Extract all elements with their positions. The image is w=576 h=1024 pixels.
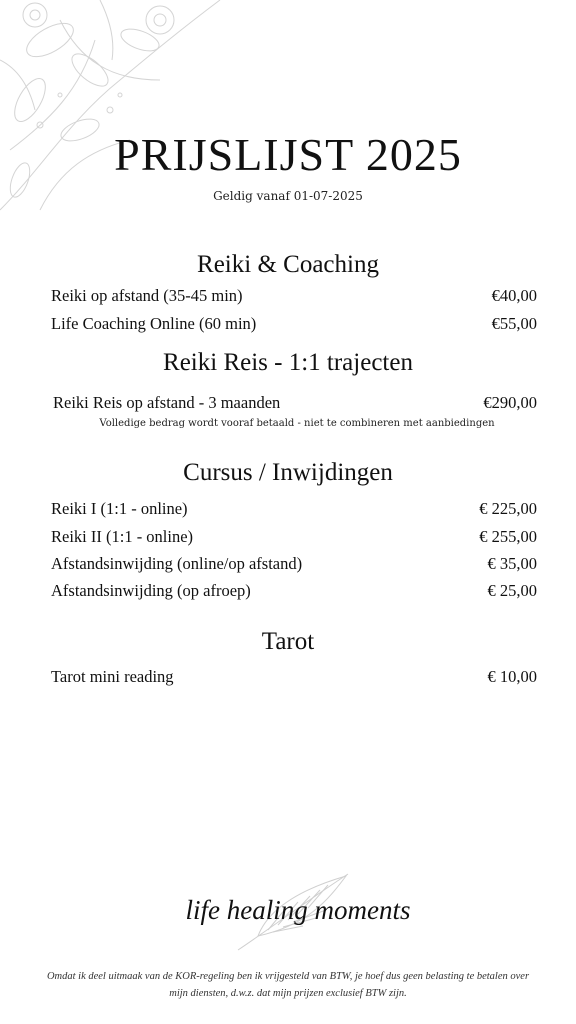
- brand-logo: life healing moments: [185, 895, 411, 925]
- price-row: [51, 554, 537, 574]
- service-label: Afstandsinwijding (online/op afstand): [51, 554, 303, 573]
- service-price: € 25,00: [487, 581, 537, 600]
- service-label: Afstandsinwijding (op afroep): [51, 581, 251, 600]
- price-row: [51, 667, 537, 687]
- service-label: Reiki Reis op afstand - 3 maanden: [53, 393, 281, 412]
- service-label: Reiki II (1:1 - online): [51, 527, 194, 546]
- price-row: [51, 499, 537, 519]
- page-title: PRIJSLIJST 2025: [114, 129, 462, 180]
- payment-note: Volledige bedrag wordt vooraf betaald - niet te combineren met aanbiedingen: [99, 418, 495, 429]
- section-heading-reiki-reis: Reiki Reis - 1:1 trajecten: [163, 349, 413, 376]
- service-label: Life Coaching Online (60 min): [51, 314, 257, 333]
- service-price: €40,00: [491, 286, 537, 305]
- service-label: Reiki op afstand (35-45 min): [51, 286, 243, 305]
- section-heading-tarot: Tarot: [261, 628, 315, 655]
- valid-from-date: Geldig vanaf 01-07-2025: [213, 189, 363, 203]
- price-row: [51, 314, 537, 334]
- section-heading-reiki-coaching: Reiki & Coaching: [197, 251, 379, 278]
- price-row: [51, 527, 537, 547]
- floral-decoration-icon: [0, 0, 230, 215]
- section-heading-cursus: Cursus / Inwijdingen: [183, 459, 393, 486]
- footer-disclaimer: Omdat ik deel uitmaak van de KOR-regeling ben ik vrijgesteld van BTW, je hoef dus geen belasting te betalen over mijn diensten, d.w.z. dat mijn prijzen exclusief BTW zijn.: [46, 971, 530, 999]
- service-price: € 10,00: [487, 667, 537, 686]
- service-price: €55,00: [491, 314, 537, 333]
- service-price: € 35,00: [487, 554, 537, 573]
- price-row: [53, 393, 537, 413]
- price-row: [51, 581, 537, 601]
- service-label: Tarot mini reading: [51, 667, 174, 686]
- price-row: [51, 286, 537, 306]
- service-label: Reiki I (1:1 - online): [51, 499, 188, 518]
- service-price: €290,00: [483, 393, 537, 412]
- service-price: € 225,00: [479, 499, 537, 518]
- service-price: € 255,00: [479, 527, 537, 546]
